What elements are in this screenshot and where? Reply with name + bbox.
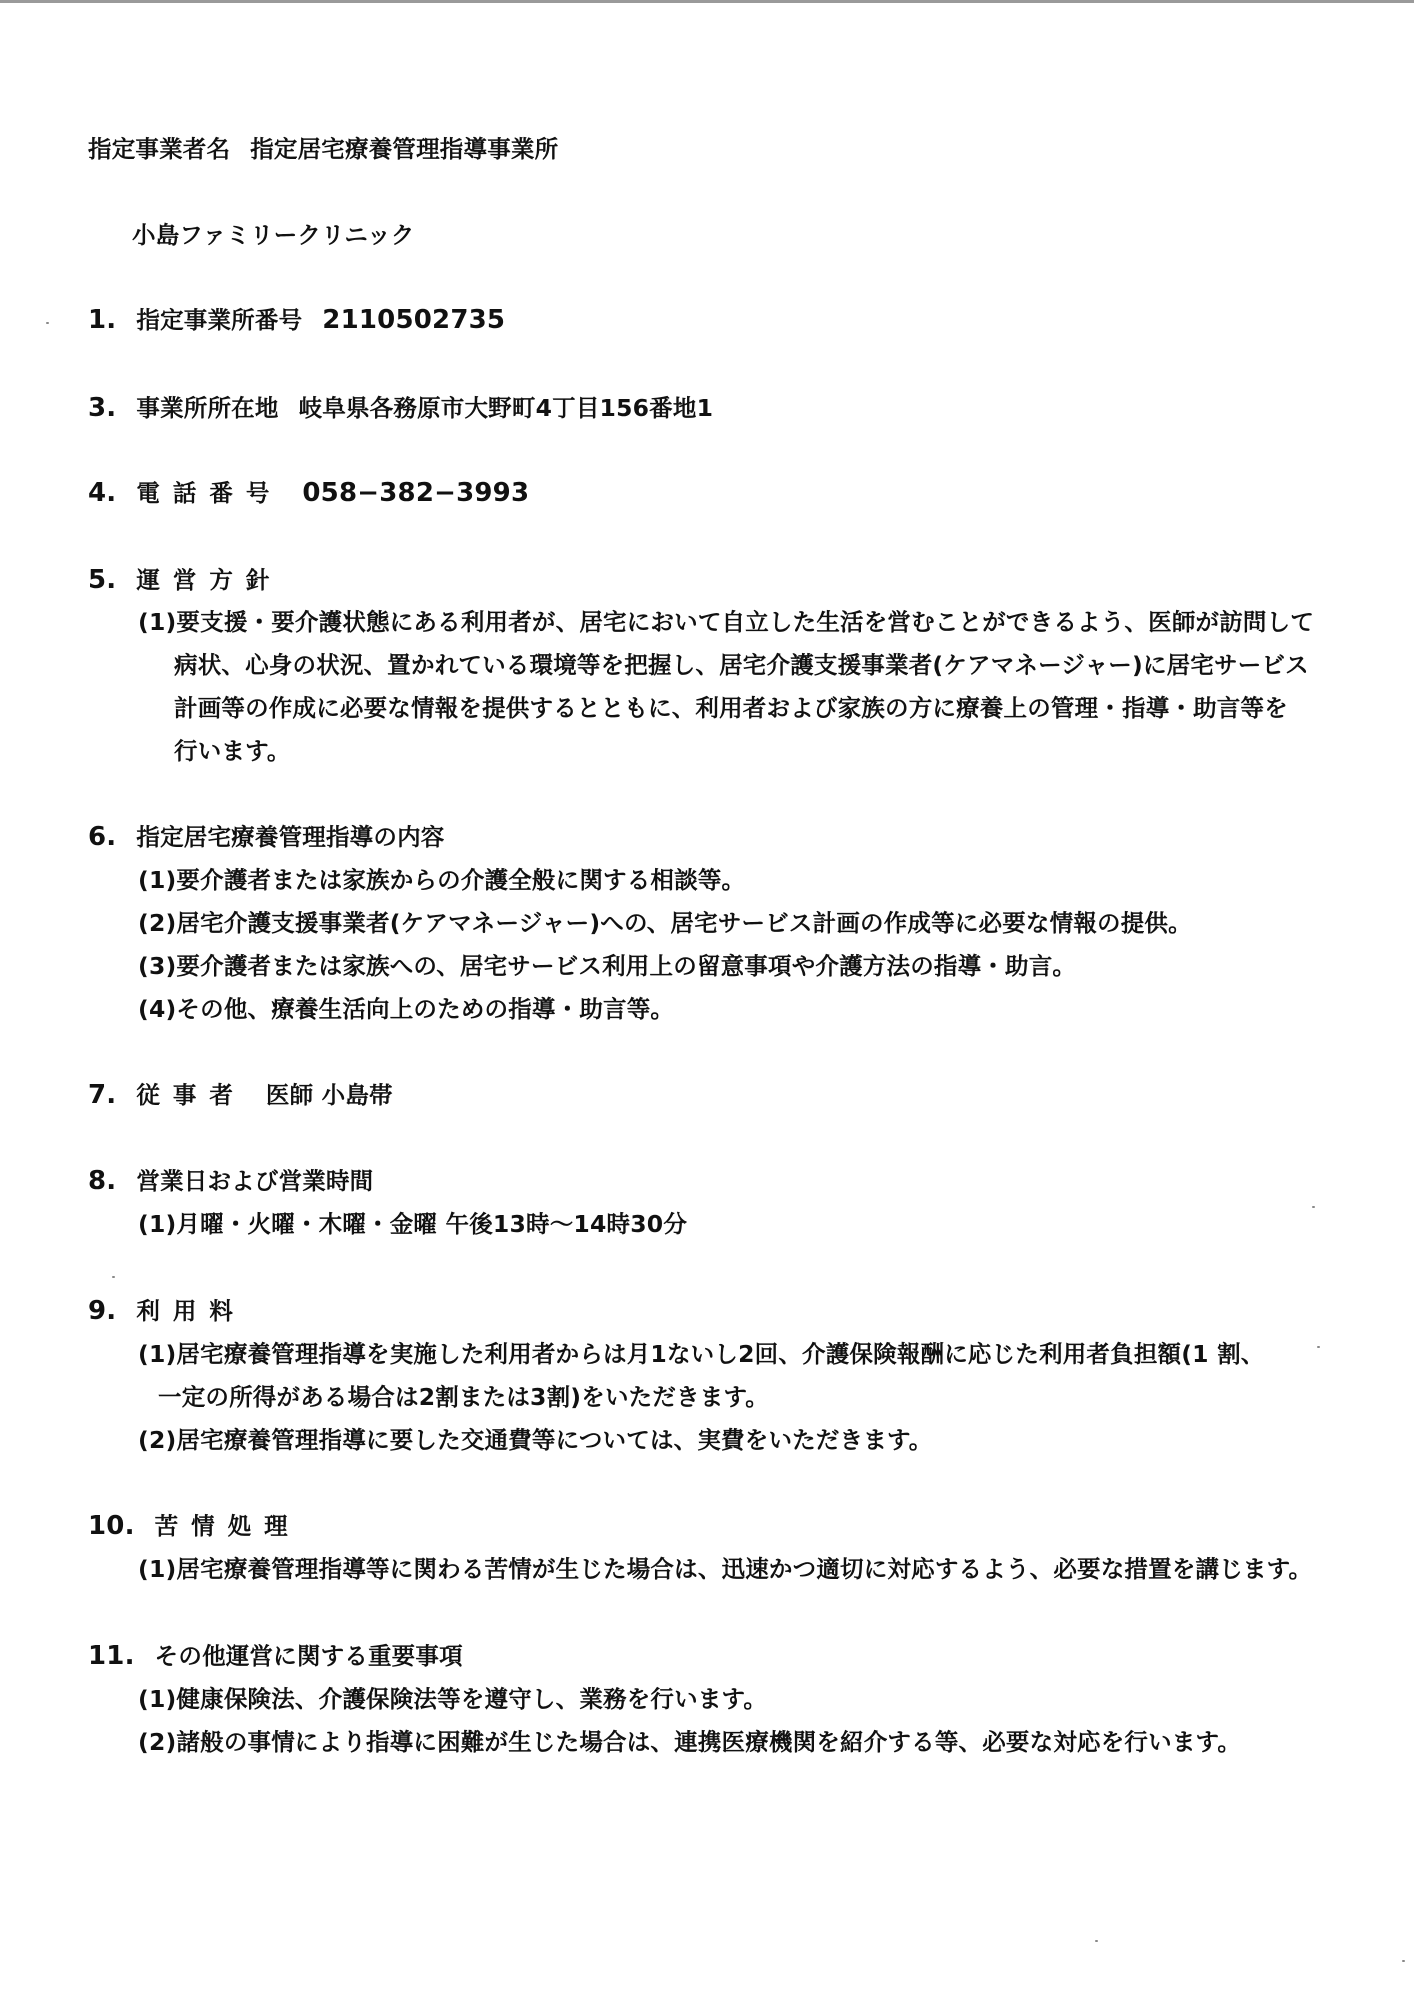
item-value: 医師 小島帯 — [265, 1081, 393, 1109]
item-label: 利用料 — [136, 1297, 246, 1325]
item-label: 指定居宅療養管理指導の内容 — [136, 823, 445, 851]
item-8-line-1: (1)月曜・火曜・木曜・金曜 午後13時〜14時30分 — [138, 1210, 688, 1238]
item-6-heading — [88, 822, 444, 852]
item-number: 9. — [88, 1296, 117, 1326]
item-4-row — [88, 478, 529, 508]
item-number: 5. — [88, 565, 117, 595]
item-label: 電話番号 — [136, 479, 283, 507]
item-10-line-1: (1)居宅療養管理指導等に関わる苦情が生じた場合は、迅速かつ適切に対応するよう、必要な措置を講じます。 — [138, 1555, 1313, 1583]
item-label: 営業日および営業時間 — [136, 1167, 374, 1195]
provider-name-row — [88, 134, 558, 164]
item-9-heading — [88, 1296, 246, 1326]
item-11-heading — [88, 1641, 463, 1671]
item-6-line-2: (2)居宅介護支援事業者(ケアマネージャー)への、居宅サービス計画の作成等に必要な情報の提供。 — [138, 909, 1192, 937]
item-6-line-1: (1)要介護者または家族からの介護全般に関する相談等。 — [138, 866, 746, 894]
item-number: 4. — [88, 478, 117, 508]
item-number: 10. — [88, 1511, 135, 1541]
item-number: 7. — [88, 1080, 117, 1110]
item-value: 岐阜県各務原市大野町4丁目156番地1 — [298, 394, 714, 422]
item-11-line-1: (1)健康保険法、介護保険法等を遵守し、業務を行います。 — [138, 1685, 768, 1713]
clinic-name: 小島ファミリークリニック — [132, 221, 415, 249]
scan-speck — [112, 1276, 115, 1278]
item-label: 運営方針 — [136, 566, 283, 594]
item-label: 従事者 — [136, 1081, 246, 1109]
item-label: 苦情処理 — [154, 1512, 301, 1540]
item-label: 事業所所在地 — [136, 394, 279, 422]
item-5-line-1: (1)要支援・要介護状態にある利用者が、居宅において自立した生活を営むことができるよう、医師が訪問して — [138, 608, 1315, 636]
scan-speck — [46, 322, 49, 324]
item-10-heading — [88, 1511, 301, 1541]
item-5-line-2: 病状、心身の状況、置かれている環境等を把握し、居宅介護支援事業者(ケアマネージャー)に居宅サービス — [174, 651, 1309, 679]
scan-speck — [1095, 1940, 1098, 1942]
item-number: 11. — [88, 1641, 135, 1671]
item-5-line-4: 行います。 — [174, 737, 291, 765]
item-9-line-2: 一定の所得がある場合は2割または3割)をいただきます。 — [158, 1383, 769, 1411]
provider-name-value: 指定居宅療養管理指導事業所 — [250, 135, 559, 163]
item-6-line-3: (3)要介護者または家族への、居宅サービス利用上の留意事項や介護方法の指導・助言。 — [138, 952, 1077, 980]
item-5-line-3: 計画等の作成に必要な情報を提供するとともに、利用者および家族の方に療養上の管理・指導・助言等を — [174, 694, 1288, 722]
item-value: 2110502735 — [322, 305, 506, 335]
item-1-row — [88, 305, 505, 335]
item-label: 指定事業所番号 — [136, 306, 303, 334]
item-5-heading — [88, 565, 282, 595]
item-number: 3. — [88, 393, 117, 423]
item-number: 6. — [88, 822, 117, 852]
item-7-row — [88, 1080, 393, 1110]
item-8-heading — [88, 1166, 373, 1196]
scan-speck — [1402, 1960, 1405, 1962]
item-label: その他運営に関する重要事項 — [154, 1642, 463, 1670]
item-6-line-4: (4)その他、療養生活向上のための指導・助言等。 — [138, 995, 675, 1023]
item-3-row — [88, 393, 713, 423]
provider-name-label: 指定事業者名 — [88, 135, 231, 163]
item-9-line-3: (2)居宅療養管理指導に要した交通費等については、実費をいただきます。 — [138, 1426, 933, 1454]
item-9-line-1: (1)居宅療養管理指導を実施した利用者からは月1ないし2回、介護保険報酬に応じた利用者負担額(1 割、 — [138, 1340, 1265, 1368]
scan-speck — [1317, 1346, 1320, 1348]
item-number: 1. — [88, 305, 117, 335]
scan-speck — [1312, 1206, 1315, 1208]
item-value: 058−382−3993 — [302, 478, 530, 508]
item-number: 8. — [88, 1166, 117, 1196]
item-11-line-2: (2)諸般の事情により指導に困難が生じた場合は、連携医療機関を紹介する等、必要な対応を行います。 — [138, 1728, 1242, 1756]
